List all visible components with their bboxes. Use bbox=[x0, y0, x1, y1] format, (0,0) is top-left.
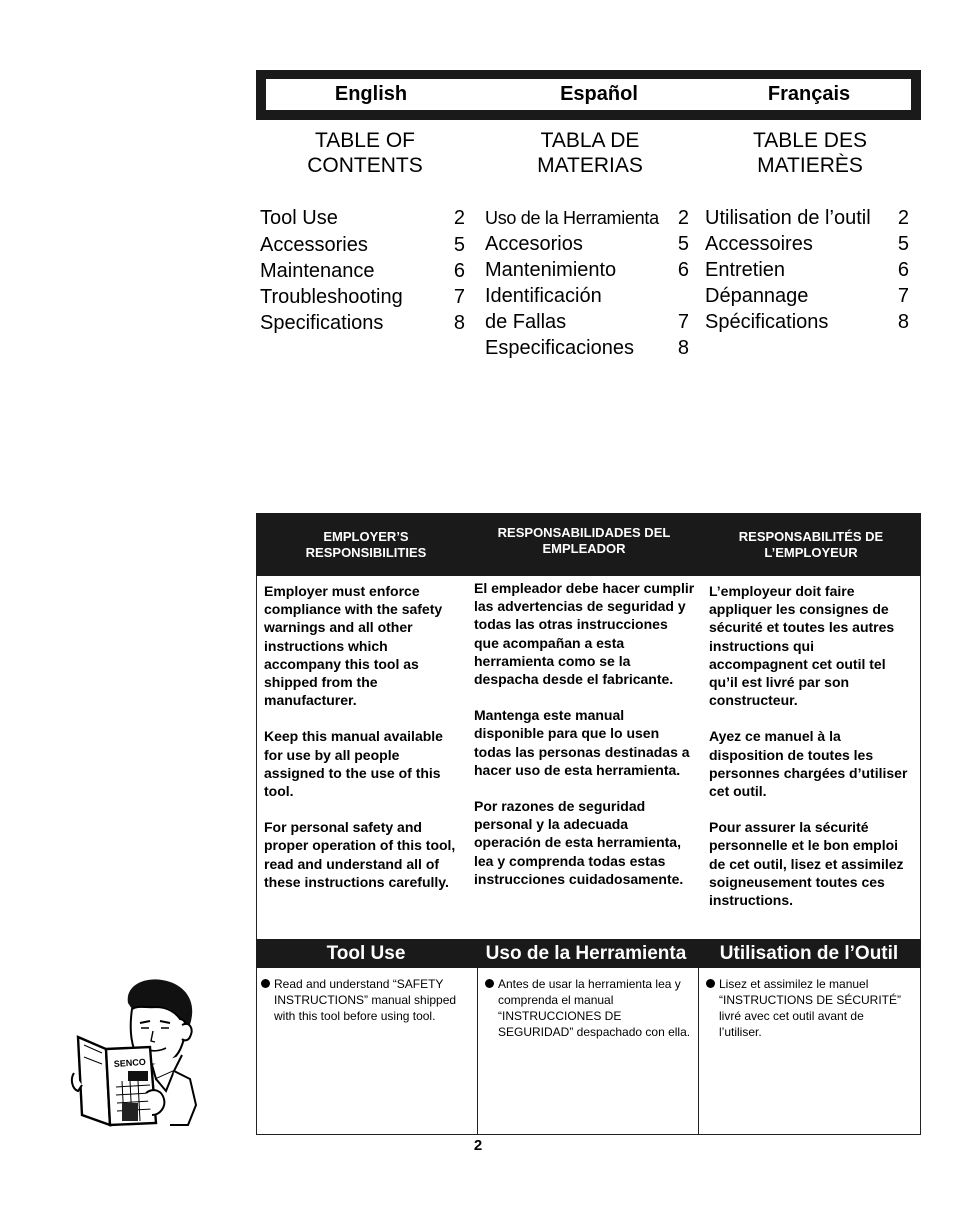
tool-use-bullet-en bbox=[262, 976, 467, 1024]
header-english: English bbox=[334, 83, 408, 105]
toc-title-es bbox=[475, 128, 705, 178]
resp-paragraph: Keep this manual available for use by all people assigned to the use of this tool. bbox=[264, 728, 443, 800]
resp-paragraph: Ayez ce manuel à la disposition de toutes les personnes chargées d’utiliser cet outil. bbox=[709, 728, 908, 800]
toc-en-page: 8 bbox=[453, 312, 465, 334]
toc-title-fr-line1: TABLE DES bbox=[753, 129, 867, 152]
man-reading-manual-illustration bbox=[70, 975, 200, 1130]
toc-en-page: 5 bbox=[453, 234, 465, 256]
toc-en-item: Troubleshooting bbox=[260, 286, 403, 308]
toc-title-es-line1: TABLA DE bbox=[540, 129, 640, 152]
toc-title-en-line1: TABLE OF bbox=[315, 129, 415, 152]
toc-fr-page: 6 bbox=[897, 259, 909, 281]
resp-paragraph: Employer must enforce compliance with the safety warnings and all other instructions which accompany this tool as shipped from the manufacturer. bbox=[264, 583, 443, 709]
tool-use-heading-fr: Utilisation de l’Outil bbox=[719, 943, 899, 964]
responsibilities-header-band bbox=[256, 513, 921, 576]
resp-heading-es-line2: EMPLEADOR bbox=[542, 540, 626, 556]
toc-en-item: Specifications bbox=[260, 312, 384, 334]
language-header-inner bbox=[266, 79, 911, 110]
toc-title-fr-line2: MATIERÈS bbox=[757, 154, 863, 177]
toc-es-page: 5 bbox=[677, 233, 689, 255]
toc-en-item: Accessories bbox=[260, 234, 368, 256]
toc-en-page: 2 bbox=[453, 207, 465, 229]
toc-es-item: Especificaciones bbox=[485, 337, 634, 359]
toc-es-item: Mantenimiento bbox=[485, 259, 617, 281]
toc-fr-item: Utilisation de l’outil bbox=[705, 207, 871, 229]
resp-body-es bbox=[474, 579, 696, 906]
toc-es-page: 2 bbox=[677, 207, 689, 229]
resp-heading-fr-line2: L’EMPLOYEUR bbox=[764, 544, 858, 560]
tool-use-bullet-text: Lisez et assimilez le manuel “INSTRUCTIONS DE SÉCURITÉ” livré avec cet outil avant de l’utiliser. bbox=[719, 977, 902, 1039]
toc-fr-page: 2 bbox=[897, 207, 909, 229]
resp-heading-en-line2: RESPONSIBILITIES bbox=[305, 544, 427, 560]
resp-heading-es bbox=[478, 509, 690, 572]
tool-use-bullet-text: Antes de usar la herramienta lea y comprenda el manual “INSTRUCCIONES DE SEGURIDAD” despachado con ella. bbox=[498, 977, 691, 1039]
tool-use-bullet-fr bbox=[707, 976, 907, 1040]
resp-paragraph: Por razones de seguridad personal y la adecuada operación de esta herramienta, lea y comprenda todas estas instrucciones cuidadosamente. bbox=[474, 798, 684, 887]
toc-fr-page: 5 bbox=[897, 233, 909, 255]
toc-en-page: 6 bbox=[453, 260, 465, 282]
toc-es-item: Accesorios bbox=[485, 233, 583, 255]
bullet-icon bbox=[706, 979, 715, 988]
toc-es-item: Identificación bbox=[485, 285, 602, 307]
toc-title-en bbox=[250, 128, 480, 178]
toc-en-item: Maintenance bbox=[260, 260, 375, 282]
toc-es-page: 7 bbox=[677, 311, 689, 333]
resp-heading-fr-line1: RESPONSABILITÉS DE bbox=[738, 528, 884, 544]
toc-en-page: 7 bbox=[453, 286, 465, 308]
resp-heading-fr bbox=[711, 513, 911, 576]
resp-paragraph: For personal safety and proper operation of this tool, read and understand all of these instructions carefully. bbox=[264, 819, 456, 890]
toc-fr-item: Dépannage bbox=[705, 285, 809, 307]
resp-paragraph: L’employeur doit faire appliquer les consignes de sécurité et toutes les autres instructions qui accompagnent cet outil tel qu’il est livré par son constructeur. bbox=[709, 583, 895, 709]
resp-heading-en bbox=[286, 513, 446, 576]
page-number: 2 bbox=[473, 1137, 483, 1154]
bullet-icon bbox=[485, 979, 494, 988]
toc-title-fr bbox=[695, 128, 925, 178]
toc-title-en-line2: CONTENTS bbox=[307, 154, 423, 177]
tool-use-heading-es: Uso de la Herramienta bbox=[485, 943, 687, 964]
toc-fr-item: Spécifications bbox=[705, 311, 829, 333]
resp-heading-en-line1: EMPLOYER’S bbox=[323, 528, 409, 544]
book-logo-text: SENCO bbox=[113, 1056, 147, 1069]
toc-fr-page: 7 bbox=[897, 285, 909, 307]
tool-use-heading-en: Tool Use bbox=[326, 943, 406, 964]
tool-use-bullet-text: Read and understand “SAFETY INSTRUCTIONS” manual shipped with this tool before using tool. bbox=[274, 977, 457, 1023]
resp-paragraph: Mantenga este manual disponible para que lo usen todas las personas destinadas a hacer uso de esta herramienta. bbox=[474, 707, 690, 778]
language-header-band bbox=[256, 70, 921, 120]
toc-en-item: Tool Use bbox=[260, 207, 338, 229]
tool-use-band bbox=[256, 939, 921, 968]
toc-es-page: 8 bbox=[677, 337, 689, 359]
toc-es-item: de Fallas bbox=[485, 311, 567, 333]
toc-es-page: 6 bbox=[677, 259, 689, 281]
resp-body-fr bbox=[709, 582, 913, 927]
resp-body-en bbox=[264, 582, 458, 909]
header-espanol: Español bbox=[560, 83, 638, 105]
toc-title-es-line2: MATERIAS bbox=[537, 154, 643, 177]
column-divider bbox=[698, 968, 699, 1135]
header-francais: Français bbox=[767, 83, 851, 105]
resp-heading-es-line1: RESPONSABILIDADES DEL bbox=[497, 524, 671, 540]
resp-paragraph: Pour assurer la sécurité personnelle et le bon emploi de cet outil, lisez et assimilez soigneusement toutes ces instructions. bbox=[709, 819, 904, 909]
toc-fr-item: Entretien bbox=[705, 259, 786, 281]
toc-es-item: Uso de la Herramienta bbox=[485, 208, 659, 228]
tool-use-bullet-es bbox=[486, 976, 692, 1040]
toc-fr-item: Accessoires bbox=[705, 233, 813, 255]
bullet-icon bbox=[261, 979, 270, 988]
column-divider bbox=[477, 968, 478, 1135]
toc-fr-page: 8 bbox=[897, 311, 909, 333]
resp-paragraph: El empleador debe hacer cumplir las advertencias de seguridad y todas las otras instrucciones que acompañan a esta herramienta como se la despacha desde el fabricante. bbox=[474, 580, 695, 688]
